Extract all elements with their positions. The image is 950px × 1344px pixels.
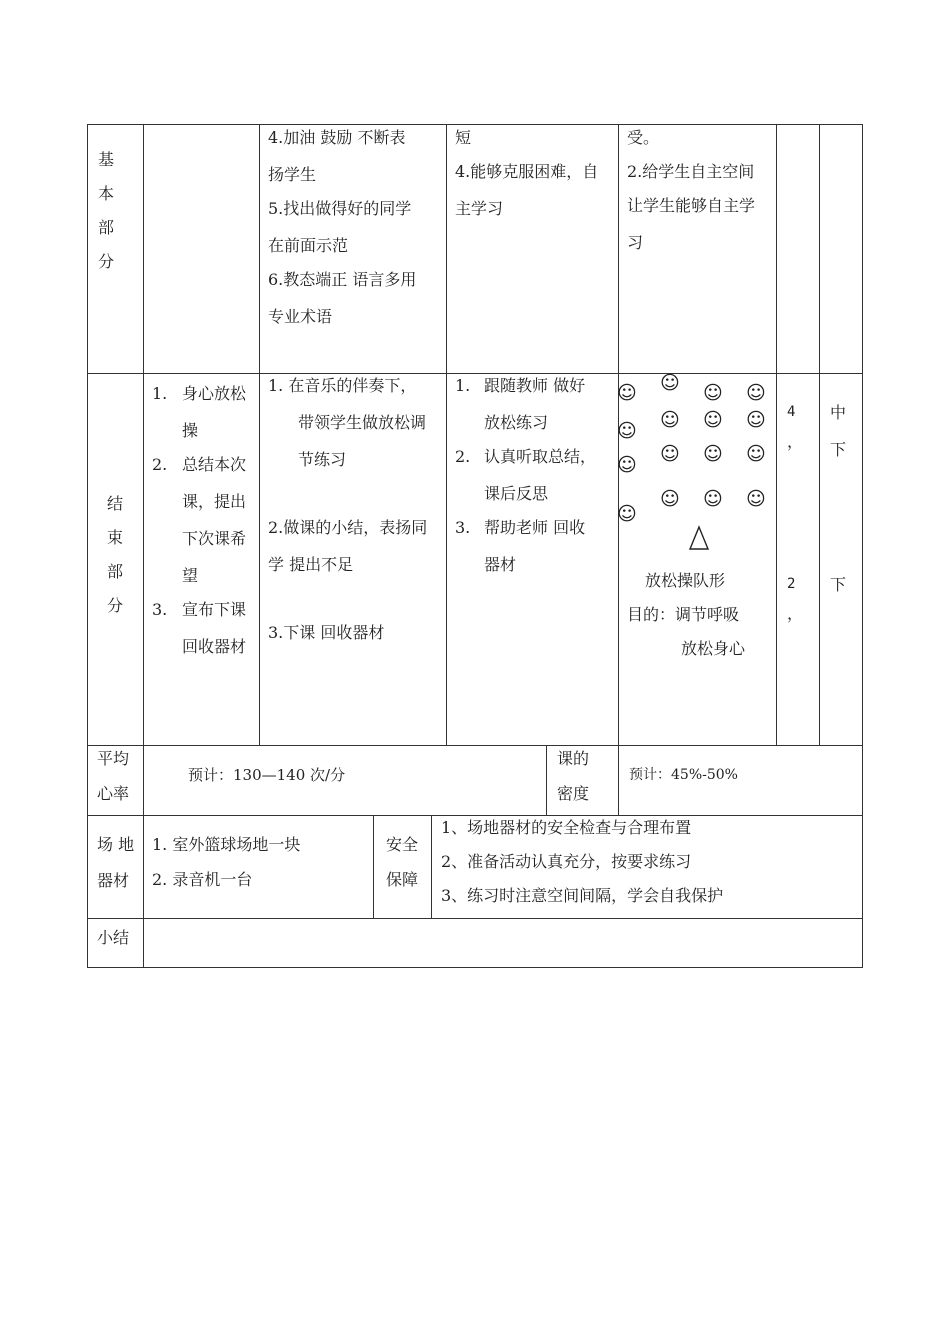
basic-student-line: 短 (455, 128, 472, 147)
heart-rate-value: 预计：130—140 次/分 (188, 766, 346, 784)
col-divider (446, 124, 447, 746)
density-label: 密度 (557, 784, 590, 803)
basic-teacher-line: 6.教态端正 语言多用 (268, 270, 417, 289)
row-divider (87, 745, 863, 746)
ending-student-line: 认真听取总结， (484, 447, 597, 466)
ending-content-number: 2. (152, 455, 168, 474)
ending-student-number: 2. (455, 447, 471, 466)
col-divider (259, 124, 260, 746)
ending-content-number: 1. (152, 384, 168, 403)
ending-content-line: 操 (182, 421, 199, 440)
ending-content-number: 3. (152, 600, 168, 619)
col-divider (373, 815, 374, 919)
row-divider (87, 918, 863, 919)
smiley-icon: ☺ (617, 503, 637, 525)
section-label-basic: 基 (98, 150, 115, 169)
smiley-icon: ☺ (746, 409, 766, 431)
heart-rate-label: 平均 (97, 749, 130, 768)
table-border-left (87, 124, 88, 968)
triangle-icon (688, 525, 710, 551)
smiley-icon: ☺ (703, 443, 723, 465)
basic-org-line: 受。 (627, 128, 660, 147)
ending-content-line: 身心放松 (182, 384, 247, 403)
ending-teacher-line: 带领学生做放松调 (298, 413, 427, 432)
smiley-icon: ☺ (746, 488, 766, 510)
section-label-ending: 部 (107, 562, 124, 581)
section-label-ending: 束 (107, 528, 124, 547)
ending-teacher-line: 节练习 (298, 450, 347, 469)
summary-label: 小结 (97, 928, 130, 947)
section-label-basic: 部 (98, 218, 115, 237)
smiley-icon: ☺ (617, 454, 637, 476)
venue-label: 场 地 (97, 835, 135, 854)
basic-teacher-line: 扬学生 (268, 165, 317, 184)
ending-content-line: 宣布下课 (182, 600, 247, 619)
smiley-icon: ☺ (660, 372, 680, 394)
smiley-icon: ☺ (660, 488, 680, 510)
col-divider (546, 745, 547, 816)
col-divider (819, 124, 820, 746)
safety-item: 1、场地器材的安全检查与合理布置 (441, 818, 692, 837)
intensity-value: 中 (830, 403, 847, 422)
smiley-icon: ☺ (617, 420, 637, 442)
table-border-bottom (87, 967, 863, 968)
smiley-icon: ☺ (703, 488, 723, 510)
smiley-icon: ☺ (617, 382, 637, 404)
safety-item: 3、练习时注意空间间隔，学会自我保护 (441, 886, 724, 905)
table-border-top (87, 124, 863, 125)
basic-student-line: 主学习 (455, 199, 504, 218)
basic-teacher-line: 5.找出做得好的同学 (268, 199, 412, 218)
time-value: ， (787, 432, 804, 451)
density-label: 课的 (557, 749, 590, 768)
ending-student-number: 1. (455, 376, 471, 395)
ending-student-number: 3. (455, 518, 471, 537)
basic-teacher-line: 在前面示范 (268, 236, 349, 255)
ending-teacher-line: 学 提出不足 (268, 555, 354, 574)
ending-student-line: 放松练习 (484, 413, 549, 432)
smiley-icon: ☺ (660, 409, 680, 431)
time-value: ， (787, 604, 804, 623)
basic-org-line: 让学生能够自主学 (627, 196, 756, 215)
ending-teacher-line: 1. 在音乐的伴奏下， (268, 376, 417, 395)
col-divider (776, 124, 777, 746)
formation-caption: 放松操队形 (645, 571, 726, 590)
basic-teacher-line: 专业术语 (268, 307, 333, 326)
ending-teacher-line: 3.下课 回收器材 (268, 623, 385, 642)
smiley-icon: ☺ (703, 382, 723, 404)
ending-content-line: 课，提出 (182, 492, 247, 511)
col-divider (431, 815, 432, 919)
row-divider (87, 815, 863, 816)
formation-purpose: 放松身心 (681, 639, 746, 658)
ending-student-line: 跟随教师 做好 (484, 376, 586, 395)
formation-purpose: 目的：调节呼吸 (627, 605, 740, 624)
section-label-basic: 本 (98, 184, 115, 203)
section-label-basic: 分 (98, 252, 115, 271)
smiley-icon: ☺ (703, 409, 723, 431)
ending-student-line: 帮助老师 回收 (484, 518, 586, 537)
intensity-value: 下 (830, 440, 847, 459)
ending-content-line: 回收器材 (182, 637, 247, 656)
venue-item: 1. 室外篮球场地一块 (152, 835, 301, 854)
time-value: 2 (787, 576, 796, 592)
row-divider (87, 373, 863, 374)
time-value: 4 (787, 404, 796, 420)
ending-content-line: 下次课希 (182, 529, 247, 548)
section-label-ending: 结 (107, 494, 124, 513)
ending-teacher-line: 2.做课的小结，表扬同 (268, 518, 428, 537)
smiley-icon: ☺ (746, 443, 766, 465)
basic-teacher-line: 4.加油 鼓励 不断表 (268, 128, 406, 147)
ending-content-line: 总结本次 (182, 455, 247, 474)
ending-student-line: 器材 (484, 555, 517, 574)
intensity-value: 下 (830, 575, 847, 594)
section-label-ending: 分 (107, 596, 124, 615)
basic-org-line: 习 (627, 233, 644, 252)
venue-label: 器材 (97, 871, 130, 890)
smiley-icon: ☺ (660, 443, 680, 465)
safety-label: 保障 (386, 870, 419, 889)
safety-item: 2、准备活动认真充分，按要求练习 (441, 852, 692, 871)
ending-content-line: 望 (182, 566, 199, 585)
smiley-icon: ☺ (746, 382, 766, 404)
table-border-right (862, 124, 863, 968)
safety-label: 安全 (386, 835, 419, 854)
col-divider (143, 124, 144, 968)
heart-rate-label: 心率 (97, 784, 130, 803)
basic-org-line: 2.给学生自主空间 (627, 162, 755, 181)
venue-item: 2. 录音机一台 (152, 870, 253, 889)
density-value: 预计：45%-50% (629, 767, 738, 783)
basic-student-line: 4.能够克服困难，自 (455, 162, 599, 181)
ending-student-line: 课后反思 (484, 484, 549, 503)
